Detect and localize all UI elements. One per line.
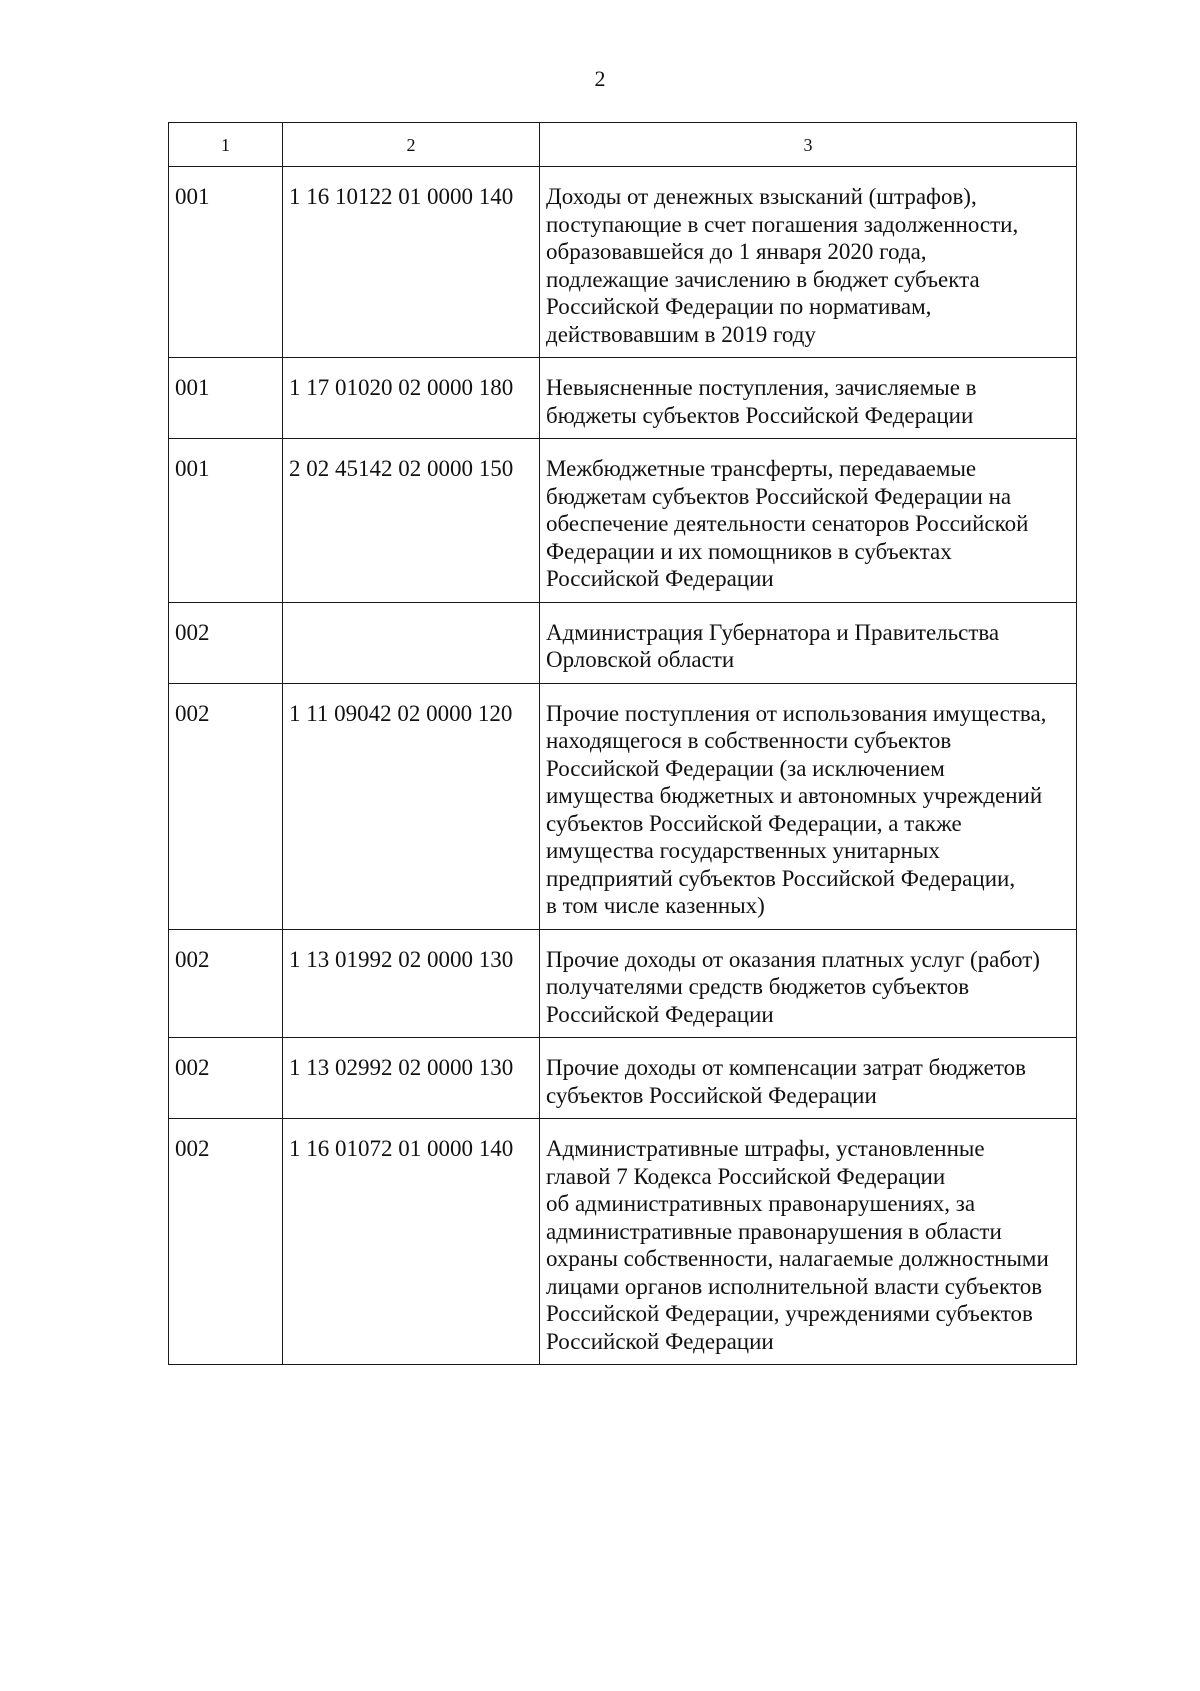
admin-code-cell: 002 <box>169 1119 283 1365</box>
admin-code-cell: 002 <box>169 1038 283 1119</box>
table-row <box>169 167 1077 358</box>
table-row <box>169 683 1077 929</box>
budget-code-cell: 1 13 02992 02 0000 130 <box>283 1038 540 1119</box>
table-row <box>169 358 1077 439</box>
budget-code-cell: 1 17 01020 02 0000 180 <box>283 358 540 439</box>
budget-code-cell: 1 13 01992 02 0000 130 <box>283 929 540 1038</box>
admin-code-cell: 001 <box>169 439 283 603</box>
revenue-name-cell <box>540 1119 1077 1365</box>
revenue-name-cell <box>540 167 1077 358</box>
revenue-name-cell <box>540 439 1077 603</box>
revenue-name-cell <box>540 602 1077 683</box>
revenue-name-text: Прочие доходы от оказания платных услуг (работ) получателями средств бюджетов субъектов Российской Федерации <box>546 946 1040 1027</box>
revenue-name-cell <box>540 929 1077 1038</box>
admin-code-cell: 002 <box>169 602 283 683</box>
table-row <box>169 929 1077 1038</box>
revenue-name-text: Невыясненные поступления, зачисляемые в бюджеты субъектов Российской Федерации <box>546 375 977 428</box>
header-col-3: 3 <box>540 123 1077 167</box>
table-row <box>169 1038 1077 1119</box>
budget-code-cell: 1 16 01072 01 0000 140 <box>283 1119 540 1365</box>
admin-code-cell: 002 <box>169 683 283 929</box>
page-number: 2 <box>594 66 606 91</box>
table-row <box>169 602 1077 683</box>
header-col-1: 1 <box>169 123 283 167</box>
revenue-name-cell <box>540 683 1077 929</box>
revenue-name-text: Администрация Губернатора и Правительства Орловской области <box>546 619 1000 672</box>
revenue-codes-table <box>168 122 1077 1365</box>
table-row <box>169 1119 1077 1365</box>
revenue-name-text: Доходы от денежных взысканий (штрафов), поступающие в счет погашения задолженности, образовавшейся до 1 января 2020 года, подлежащие зачислению в бюджет субъекта Российской Федерации по нормативам, действовавшим в 2019 году <box>546 184 1019 347</box>
admin-code-cell: 001 <box>169 167 283 358</box>
revenue-name-text: Прочие доходы от компенсации затрат бюджетов субъектов Российской Федерации <box>546 1055 1026 1108</box>
revenue-name-cell <box>540 1038 1077 1119</box>
budget-code-cell: 2 02 45142 02 0000 150 <box>283 439 540 603</box>
budget-code-cell: 1 11 09042 02 0000 120 <box>283 683 540 929</box>
header-row <box>169 123 1077 167</box>
revenue-name-text: Межбюджетные трансферты, передаваемые бюджетам субъектов Российской Федерации на обеспечение деятельности сенаторов Российской Федерации и их помощников в субъектах Российской Федерации <box>546 456 1029 591</box>
admin-code-cell: 002 <box>169 929 283 1038</box>
revenue-name-text: Административные штрафы, установленные главой 7 Кодекса Российской Федерации об административных правонарушениях, за административные правонарушения в области охраны собственности, налагаемые должностными лицами органов исполнительной власти субъектов Российской Федерации, учреждениями субъектов Российской Федерации <box>546 1136 1049 1354</box>
header-col-2: 2 <box>283 123 540 167</box>
budget-code-cell: 1 16 10122 01 0000 140 <box>283 167 540 358</box>
budget-code-cell <box>283 602 540 683</box>
revenue-name-cell <box>540 358 1077 439</box>
admin-code-cell: 001 <box>169 358 283 439</box>
revenue-name-text: Прочие поступления от использования имущества, находящегося в собственности субъектов Российской Федерации (за исключением имущества бюджетных и автономных учреждений субъектов Российской Федерации, а также имущества государственных унитарных предприятий субъектов Российской Федерации, в том числе казенных) <box>546 700 1047 918</box>
table-row <box>169 439 1077 603</box>
